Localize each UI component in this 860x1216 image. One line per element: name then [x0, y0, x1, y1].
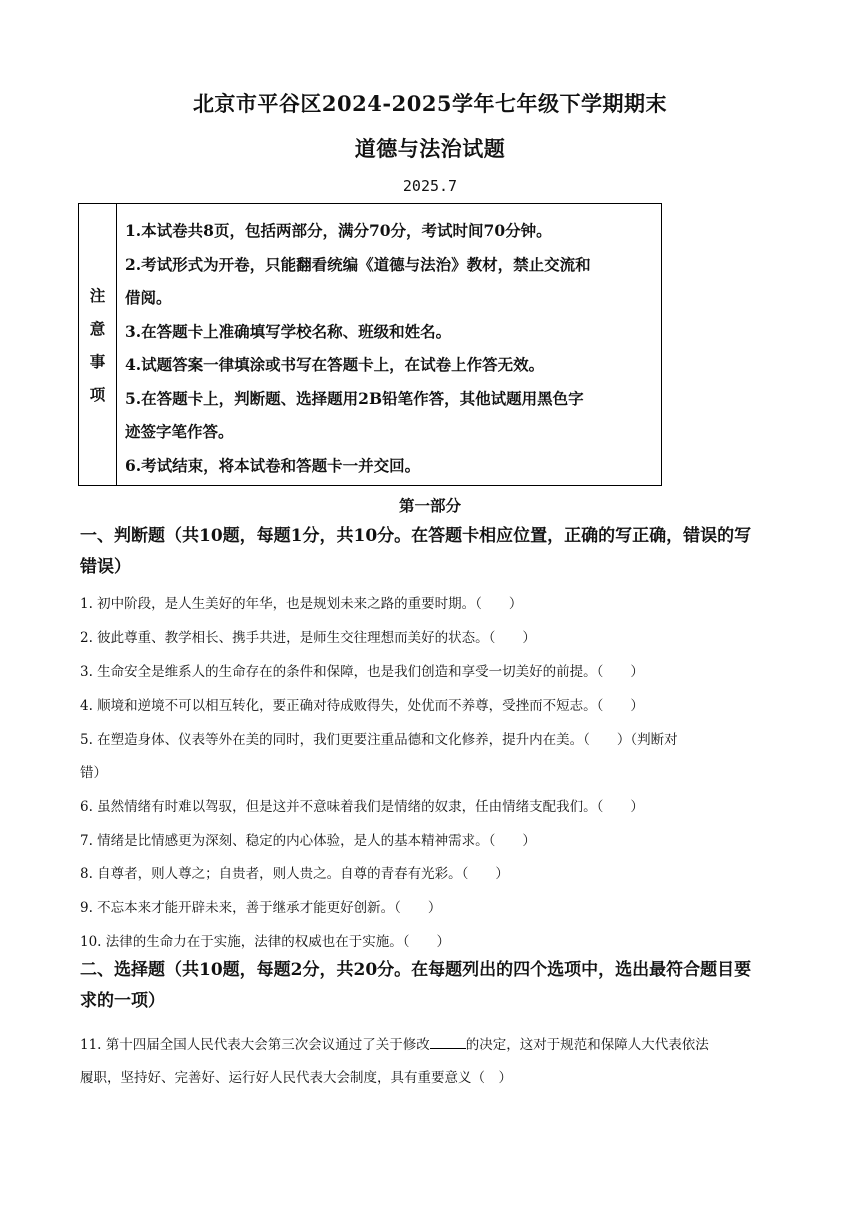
section-heading-line: 求的一项）: [80, 991, 165, 1011]
exam-date: 2025.7: [402, 177, 458, 195]
question-item: 6. 虽然情绪有时难以驾驭，但是这并不意味着我们是情绪的奴隶，任由情绪支配我们。（ ）: [80, 799, 644, 815]
section-heading: [80, 521, 780, 583]
notice-line: 3.在答题卡上准确填写学校名称、班级和姓名。: [125, 321, 452, 341]
notice-label-char: 注: [89, 285, 106, 305]
notice-label: [79, 204, 117, 485]
exam-title: 北京市平谷区2024-2025学年七年级下学期期末: [192, 91, 668, 116]
question-item: 3. 生命安全是维系人的生命存在的条件和保障，也是我们创造和享受一切美好的前提。（ ）: [80, 664, 644, 680]
notice-body: [125, 214, 657, 482]
question-item: [80, 1029, 780, 1095]
notice-line: 4.试题答案一律填涂或书写在答题卡上，在试卷上作答无效。: [125, 355, 545, 374]
notice-line: 1.本试卷共8页，包括两部分，满分70分，考试时间70分钟。: [125, 221, 552, 240]
notice-line: 迹签字笔作答。: [125, 422, 234, 441]
fill-blank: [430, 1036, 466, 1049]
section-heading: [80, 955, 780, 1017]
notice-box: [78, 203, 662, 486]
question-item: 8. 自尊者，则人尊之；自贵者，则人贵之。自尊的青春有光彩。（ ）: [80, 866, 509, 882]
question-text: 的决定，这对于规范和保障人大代表依法: [465, 1037, 709, 1053]
notice-line: 借阅。: [125, 288, 172, 307]
question-item: 2. 彼此尊重、教学相长、携手共进，是师生交往理想而美好的状态。（ ）: [80, 630, 536, 646]
section-heading-line: 二、选择题（共10题，每题2分，共20分。在每题列出的四个选项中，选出最符合题目要: [80, 960, 752, 980]
exam-subject: 道德与法治试题: [354, 136, 506, 161]
section-heading-line: 一、判断题（共10题，每题1分，共10分。在答题卡相应位置，正确的写正确，错误的写: [80, 526, 752, 546]
notice-label-char: 意: [89, 318, 106, 338]
question-text: 11. 第十四届全国人民代表大会第三次会议通过了关于修改: [80, 1037, 430, 1053]
question-item: 1. 初中阶段，是人生美好的年华，也是规划未来之路的重要时期。（ ）: [80, 596, 523, 612]
notice-label-char: 项: [89, 384, 106, 404]
notice-label-char: 事: [89, 351, 106, 371]
question-item: 4. 顺境和逆境不可以相互转化，要正确对待成败得失，处优而不养尊，受挫而不短志。（ ）: [80, 698, 644, 714]
question-item: 5. 在塑造身体、仪表等外在美的同时，我们更要注重品德和文化修养，提升内在美。（ ）（判断对: [80, 732, 678, 748]
question-item: 错）: [80, 765, 107, 781]
question-item: 7. 情绪是比情感更为深刻、稳定的内心体验，是人的基本精神需求。（ ）: [80, 833, 536, 849]
question-text: 履职，坚持好、完善好、运行好人民代表大会制度，具有重要意义（ ）: [80, 1070, 512, 1086]
notice-line: 5.在答题卡上，判断题、选择题用2B铅笔作答，其他试题用黑色字: [125, 388, 584, 408]
part-title: 第一部分: [398, 496, 461, 515]
notice-line: 6.考试结束，将本试卷和答题卡一并交回。: [125, 455, 421, 475]
section-heading-line: 错误）: [80, 557, 131, 577]
notice-line: 2.考试形式为开卷，只能翻看统编《道德与法治》教材，禁止交流和: [125, 254, 591, 274]
question-item: 9. 不忘本来才能开辟未来，善于继承才能更好创新。（ ）: [80, 900, 442, 916]
question-item: 10. 法律的生命力在于实施，法律的权威也在于实施。（ ）: [80, 934, 451, 950]
